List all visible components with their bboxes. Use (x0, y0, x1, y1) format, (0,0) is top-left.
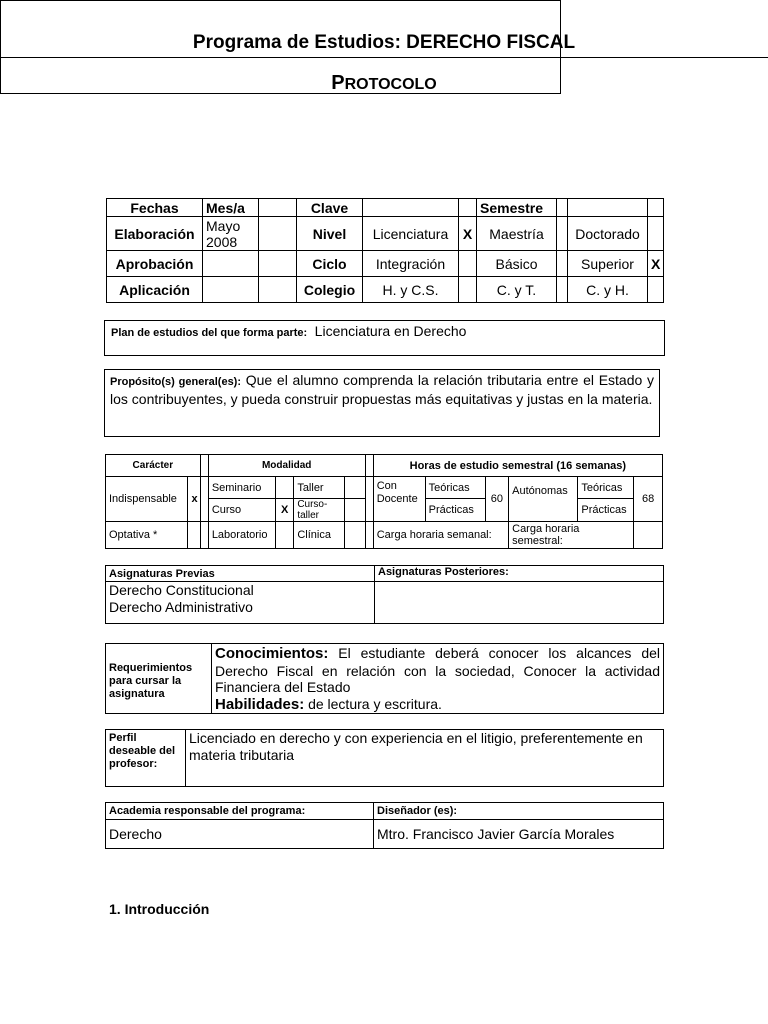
autonomas-teoricas: Teóricas (578, 477, 634, 499)
caracter-optativa: Optativa * (106, 522, 188, 549)
perfil-table (105, 729, 664, 787)
disenador-label: Diseñador (es): (374, 803, 664, 820)
dates-table (106, 198, 664, 303)
plan-label: Plan de estudios del que forma parte: (111, 327, 308, 339)
asignaturas-posteriores-label: Asignaturas Posteriores: (375, 566, 664, 582)
asignaturas-table (105, 565, 664, 624)
nivel-doctorado: Doctorado (568, 217, 648, 251)
perfil-label: Perfil deseable del profesor: (106, 730, 186, 787)
header-divider (0, 57, 768, 58)
row-elaboracion: Elaboración (107, 217, 203, 251)
carga-semanal: Carga horaria semanal: (373, 522, 508, 549)
label-nivel: Nivel (297, 217, 363, 251)
modalidad-laboratorio: Laboratorio (208, 522, 275, 549)
modalidad-clinica: Clínica (294, 522, 345, 549)
ciclo-superior: Superior (568, 251, 648, 277)
caracter-table (105, 454, 663, 549)
requerimientos-label: Requerimientos para cursar la asignatura (106, 644, 212, 714)
academia-value: Derecho (106, 820, 374, 849)
conocimientos-text: El estudiante deberá conocer los alcances del Derecho Fiscal en relación con la sociedad, Conocer la actividad Financiera del Estado (215, 645, 660, 695)
docente-practicas: Prácticas (425, 499, 485, 522)
plan-value: Licenciatura en Derecho (314, 323, 467, 339)
asignaturas-previas-list (106, 582, 375, 624)
header-fechas: Fechas (107, 199, 203, 217)
academia-label: Academia responsable del programa: (106, 803, 374, 820)
asignaturas-previas-label: Asignaturas Previas (106, 566, 375, 582)
habilidades-label: Habilidades: (215, 695, 305, 713)
licenciatura-mark: X (459, 217, 477, 251)
header-box (0, 0, 576, 94)
proposito-box (104, 369, 660, 437)
elaboracion-date: Mayo 2008 (203, 217, 259, 251)
header-clave: Clave (297, 199, 363, 217)
habilidades-text: de lectura y escritura. (308, 695, 442, 712)
header-modalidad: Modalidad (208, 455, 365, 477)
horas-autonomas: Autónomas (509, 477, 578, 522)
autonomas-hours: 68 (634, 477, 663, 522)
colegio-cyh: C. y H. (568, 277, 648, 303)
modalidad-curso-taller: Curso-taller (294, 499, 345, 522)
colegio-hycs: H. y C.S. (363, 277, 459, 303)
label-colegio: Colegio (297, 277, 363, 303)
disenador-value: Mtro. Francisco Javier García Morales (374, 820, 664, 849)
horas-con-docente: Con Docente (373, 477, 425, 522)
superior-mark: X (648, 251, 664, 277)
docente-teoricas: Teóricas (425, 477, 485, 499)
conocimientos-label: Conocimientos: (215, 645, 329, 662)
autonomas-practicas: Prácticas (578, 499, 634, 522)
ciclo-basico: Básico (477, 251, 557, 277)
page-title: Programa de Estudios: DERECHO FISCAL (192, 32, 576, 53)
docente-hours: 60 (485, 477, 508, 522)
indispensable-mark: x (188, 477, 200, 522)
list-item: Derecho Administrativo (109, 599, 253, 615)
nivel-licenciatura: Licenciatura (363, 217, 459, 251)
nivel-maestria: Maestría (477, 217, 557, 251)
carga-semestral: Carga horaria semestral: (509, 522, 634, 549)
row-aprobacion: Aprobación (107, 251, 203, 277)
requerimientos-table (105, 643, 664, 714)
label-ciclo: Ciclo (297, 251, 363, 277)
modalidad-seminario: Seminario (208, 477, 275, 499)
header-caracter: Carácter (106, 455, 201, 477)
ciclo-integracion: Integración (363, 251, 459, 277)
section-heading: 1. Introducción (109, 901, 210, 917)
modalidad-curso: Curso (208, 499, 275, 522)
curso-mark: X (276, 499, 294, 522)
caracter-indispensable: Indispensable (106, 477, 188, 522)
modalidad-taller: Taller (294, 477, 345, 499)
academia-table (105, 802, 664, 849)
perfil-text: Licenciado en derecho y con experiencia en el litigio, preferentemente en materia tributaria (186, 730, 664, 787)
header-semestre: Semestre (477, 199, 557, 217)
page-subtitle: PROTOCOLO (331, 72, 437, 94)
header-mes: Mes/a (203, 199, 259, 217)
proposito-label: Propósito(s) general(es): (110, 376, 242, 388)
proposito-text: Que el alumno comprenda la relación tributaria entre el Estado y los contribuyentes, y pueda construir propuestas más equitativas y justas en la materia. (110, 372, 655, 407)
list-item: Derecho Constitucional (109, 582, 254, 598)
colegio-cyt: C. y T. (477, 277, 557, 303)
header-horas: Horas de estudio semestral (16 semanas) (373, 455, 662, 477)
row-aplicacion: Aplicación (107, 277, 203, 303)
plan-box (104, 320, 665, 356)
